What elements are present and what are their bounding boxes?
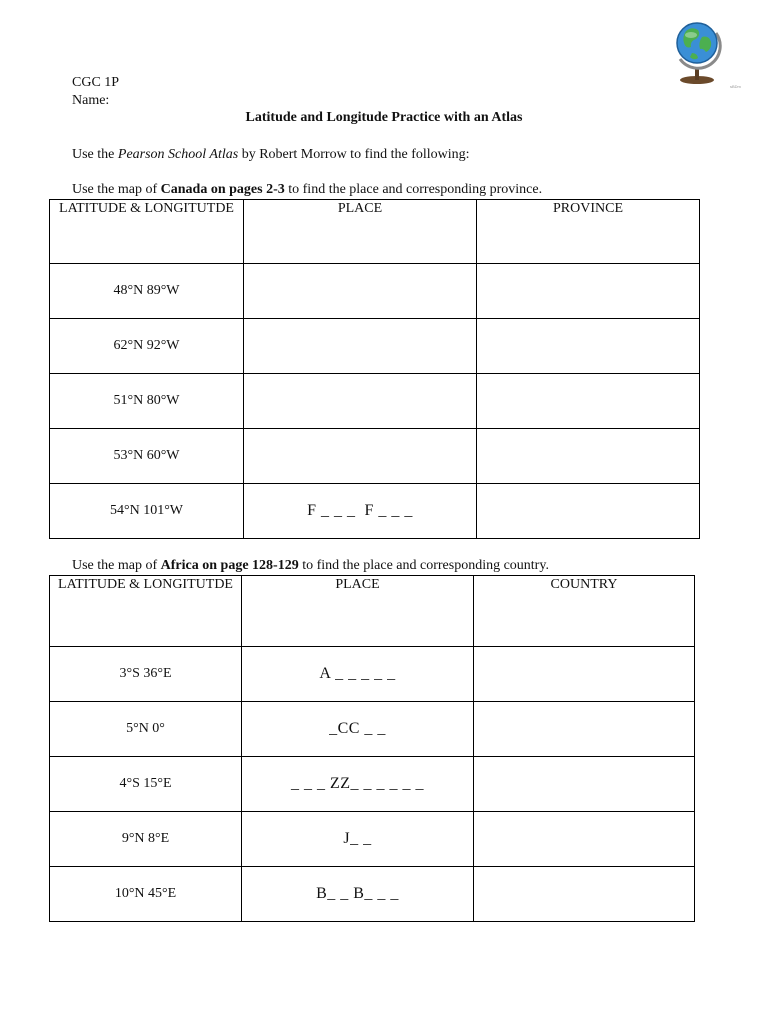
table-row bbox=[50, 484, 700, 539]
africa-instruction bbox=[72, 558, 549, 574]
intro-prefix: Use the bbox=[72, 147, 118, 162]
coordinate-cell: 9°N 8°E bbox=[50, 812, 242, 867]
course-code: CGC 1P bbox=[72, 75, 120, 90]
tiny-mark: sBDm bbox=[730, 84, 741, 89]
country-cell[interactable] bbox=[474, 702, 695, 757]
canada-instruction bbox=[72, 182, 542, 198]
header-place: PLACE bbox=[244, 200, 477, 264]
africa-header-row bbox=[50, 576, 695, 647]
page-title: Latitude and Longitude Practice with an Atlas bbox=[245, 110, 523, 125]
intro-suffix: by Robert Morrow to find the following: bbox=[238, 147, 470, 162]
place-cell[interactable]: J_ _ bbox=[242, 812, 474, 867]
province-cell[interactable] bbox=[477, 374, 700, 429]
table-row bbox=[50, 757, 695, 812]
coordinate-cell: 10°N 45°E bbox=[50, 867, 242, 922]
africa-instr-suffix: to find the place and corresponding country. bbox=[298, 558, 549, 573]
coordinate-cell: 48°N 89°W bbox=[50, 264, 244, 319]
intro-text bbox=[72, 147, 470, 163]
place-cell[interactable]: _CC _ _ bbox=[242, 702, 474, 757]
country-cell[interactable] bbox=[474, 757, 695, 812]
header-lat-long: LATITUDE & LONGITUTDE bbox=[50, 200, 244, 264]
country-cell[interactable] bbox=[474, 867, 695, 922]
coordinate-cell: 3°S 36°E bbox=[50, 647, 242, 702]
place-cell[interactable]: F _ _ _ F _ _ _ bbox=[244, 484, 477, 539]
place-cell[interactable] bbox=[244, 319, 477, 374]
coordinate-cell: 4°S 15°E bbox=[50, 757, 242, 812]
table-row bbox=[50, 429, 700, 484]
province-cell[interactable] bbox=[477, 319, 700, 374]
place-cell[interactable] bbox=[244, 374, 477, 429]
coordinate-cell: 5°N 0° bbox=[50, 702, 242, 757]
africa-table bbox=[49, 575, 695, 922]
table-row bbox=[50, 867, 695, 922]
canada-instr-prefix: Use the map of bbox=[72, 182, 161, 197]
canada-instr-suffix: to find the place and corresponding province. bbox=[284, 182, 543, 197]
place-cell[interactable]: B_ _ B_ _ _ bbox=[242, 867, 474, 922]
canada-table bbox=[49, 199, 700, 539]
table-row bbox=[50, 319, 700, 374]
country-cell[interactable] bbox=[474, 647, 695, 702]
header-lat-long: LATITUDE & LONGITUTDE bbox=[50, 576, 242, 647]
coordinate-cell: 62°N 92°W bbox=[50, 319, 244, 374]
canada-instr-bold: Canada on pages 2-3 bbox=[160, 182, 285, 197]
header-country: COUNTRY bbox=[474, 576, 695, 647]
table-row bbox=[50, 647, 695, 702]
globe-icon bbox=[672, 17, 722, 85]
table-row bbox=[50, 812, 695, 867]
africa-instr-bold: Africa on page 128-129 bbox=[160, 558, 299, 573]
africa-instr-prefix: Use the map of bbox=[72, 558, 161, 573]
province-cell[interactable] bbox=[477, 429, 700, 484]
header-province: PROVINCE bbox=[477, 200, 700, 264]
coordinate-cell: 51°N 80°W bbox=[50, 374, 244, 429]
name-label: Name: bbox=[72, 93, 110, 108]
table-row bbox=[50, 374, 700, 429]
canada-header-row bbox=[50, 200, 700, 264]
place-cell[interactable]: _ _ _ ZZ_ _ _ _ _ _ bbox=[242, 757, 474, 812]
place-cell[interactable] bbox=[244, 429, 477, 484]
province-cell[interactable] bbox=[477, 484, 700, 539]
atlas-title: Pearson School Atlas bbox=[117, 147, 239, 162]
coordinate-cell: 54°N 101°W bbox=[50, 484, 244, 539]
place-cell[interactable] bbox=[244, 264, 477, 319]
table-row bbox=[50, 702, 695, 757]
header-place: PLACE bbox=[242, 576, 474, 647]
place-cell[interactable]: A _ _ _ _ _ bbox=[242, 647, 474, 702]
country-cell[interactable] bbox=[474, 812, 695, 867]
province-cell[interactable] bbox=[477, 264, 700, 319]
coordinate-cell: 53°N 60°W bbox=[50, 429, 244, 484]
table-row bbox=[50, 264, 700, 319]
